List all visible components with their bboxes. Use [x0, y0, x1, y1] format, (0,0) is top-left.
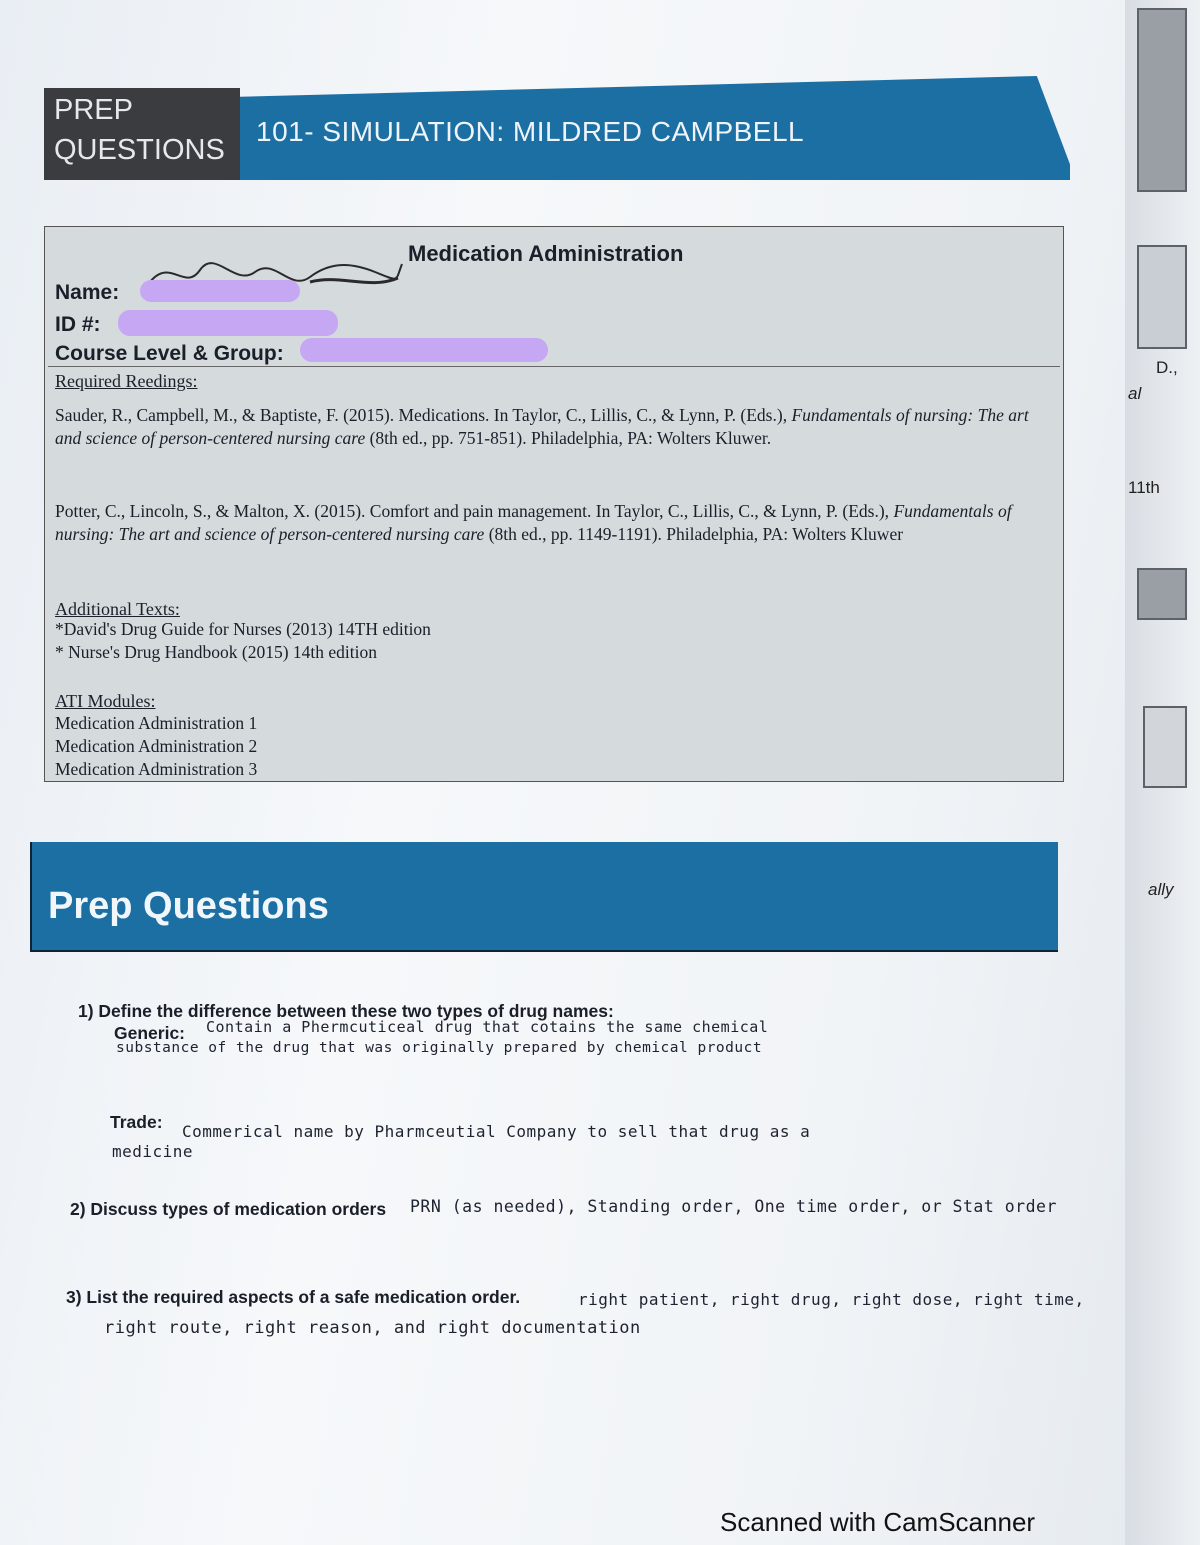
question-3-answer-line-2: right route, right reason, and right documentation [104, 1318, 641, 1338]
additional-item: *David's Drug Guide for Nurses (2013) 14TH edition [55, 619, 431, 639]
reference-2: Potter, C., Lincoln, S., & Malton, X. (2015). Comfort and pain management. In Taylor, C., Lillis, C., & Lynn, P. (Eds.), Fundamentals of nursing: The art and science of person-centered nursing care (8th ed., pp. 1149-1191). Philadelphia, PA: Wolters Kluwer [55, 501, 1012, 544]
prep-questions-title: Prep Questions [48, 885, 329, 927]
trade-answer-line-2: medicine [112, 1142, 194, 1161]
question-3: 3) List the required aspects of a safe medication order. [66, 1287, 521, 1307]
edge-text: D., [1156, 358, 1178, 377]
required-readings-label: Required Reedings: [55, 371, 198, 391]
prep-questions-tag [44, 88, 240, 180]
additional-texts-label: Additional Texts: [55, 599, 180, 619]
edge-text: 11th [1128, 478, 1160, 497]
edge-tab [1143, 706, 1187, 788]
edge-tab [1137, 245, 1187, 349]
page-title: 101- SIMULATION: MILDRED CAMPBELL [256, 116, 805, 147]
question-1: 1) Define the difference between these two types of drug names: [78, 1001, 614, 1021]
ati-item: Medication Administration 3 [55, 759, 258, 779]
ati-item: Medication Administration 1 [55, 713, 258, 733]
edge-tab [1137, 568, 1187, 620]
box-divider [48, 366, 1060, 367]
name-redaction [140, 280, 300, 302]
additional-item: * Nurse's Drug Handbook (2015) 14th edition [55, 642, 377, 662]
id-redaction [118, 310, 338, 336]
question-3-answer-line-1: right patient, right drug, right dose, right time, [578, 1290, 1085, 1309]
course-redaction [300, 338, 548, 362]
course-label: Course Level & Group: [55, 342, 284, 365]
tag-line-1: PREP [54, 94, 133, 126]
edge-text: ally [1148, 880, 1174, 899]
camscanner-watermark: Scanned with CamScanner [720, 1507, 1036, 1537]
question-2: 2) Discuss types of medication orders [70, 1199, 387, 1219]
box-heading: Medication Administration [408, 241, 684, 266]
trade-label: Trade: [110, 1112, 163, 1132]
trade-answer-line-1: Commerical name by Pharmceutial Company to sell that drug as a [182, 1122, 811, 1141]
edge-tab [1137, 8, 1187, 192]
question-2-answer: PRN (as needed), Standing order, One time order, or Stat order [410, 1197, 1057, 1216]
tag-line-2: QUESTIONS [54, 134, 225, 166]
edge-text: al [1128, 384, 1142, 403]
generic-answer-line-2: substance of the drug that was originally prepared by chemical product [116, 1040, 763, 1056]
id-label: ID #: [55, 313, 101, 336]
ati-item: Medication Administration 2 [55, 736, 258, 756]
generic-answer-line-1: Contain a Phermcuticeal drug that cotains the same chemical [206, 1018, 769, 1036]
reference-1: Sauder, R., Campbell, M., & Baptiste, F. (2015). Medications. In Taylor, C., Lillis, C., & Lynn, P. (Eds.), Fundamentals of nursing: The art and science of person-centered nursing care (8th ed., pp. 751-851). Philadelphia, PA: Wolters Kluwer. [55, 405, 1029, 448]
generic-label: Generic: [114, 1023, 185, 1043]
adjacent-page-edge [1125, 0, 1200, 1545]
ati-modules-label: ATI Modules: [55, 691, 156, 711]
name-label: Name: [55, 281, 120, 304]
